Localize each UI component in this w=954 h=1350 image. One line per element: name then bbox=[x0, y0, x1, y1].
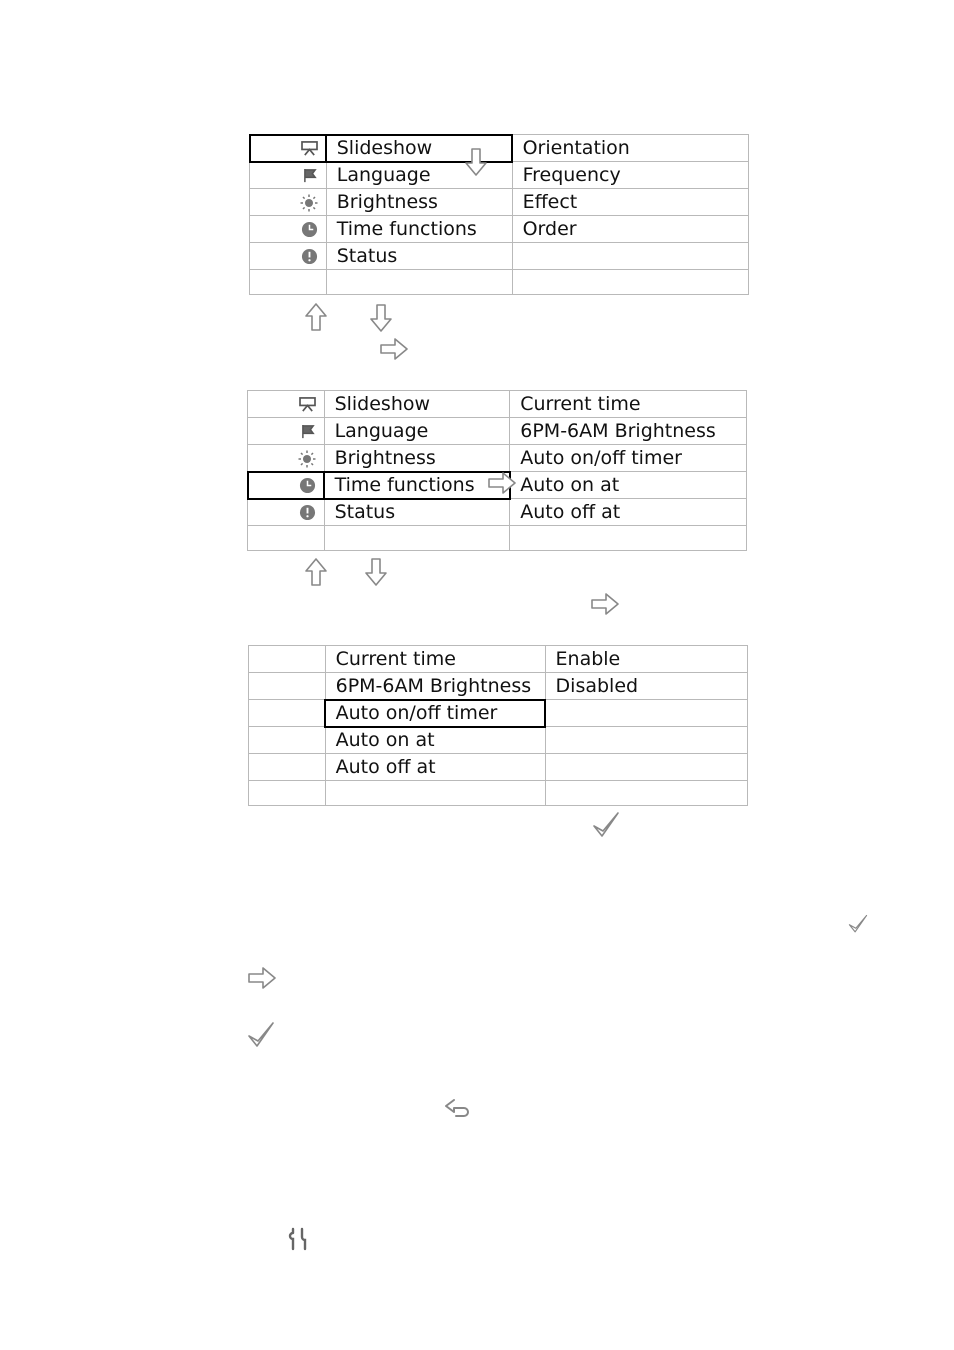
menu-item-auto-on-off-timer[interactable]: Auto on/off timer bbox=[325, 700, 545, 727]
menu-item-time-functions[interactable]: Time functions bbox=[326, 216, 512, 243]
tools-icon bbox=[288, 1227, 310, 1251]
menu-item-slideshow[interactable]: Slideshow bbox=[326, 135, 512, 162]
flag-icon bbox=[301, 424, 316, 439]
brightness-icon bbox=[298, 450, 316, 468]
info-icon bbox=[299, 504, 316, 521]
submenu-item-current-time[interactable]: Current time bbox=[510, 391, 747, 418]
submenu-item-6pm-6am-brightness[interactable]: 6PM-6AM Brightness bbox=[510, 418, 747, 445]
submenu-item-frequency[interactable]: Frequency bbox=[512, 162, 748, 189]
menu-item-brightness[interactable]: Brightness bbox=[324, 445, 510, 472]
submenu-item-orientation[interactable]: Orientation bbox=[512, 135, 748, 162]
menu-item-auto-on-at[interactable]: Auto on at bbox=[325, 727, 545, 754]
up-arrow-icon[interactable] bbox=[304, 557, 328, 587]
menu-item-language[interactable]: Language bbox=[326, 162, 512, 189]
submenu-item-effect[interactable]: Effect bbox=[512, 189, 748, 216]
slideshow-icon bbox=[299, 397, 316, 412]
up-arrow-icon[interactable] bbox=[304, 302, 328, 332]
menu-item-language[interactable]: Language bbox=[324, 418, 510, 445]
menu-item-status[interactable]: Status bbox=[324, 499, 510, 526]
menu-icon-cell bbox=[250, 135, 327, 162]
slideshow-icon bbox=[301, 141, 318, 156]
menu-item-brightness[interactable]: Brightness bbox=[326, 189, 512, 216]
info-icon bbox=[301, 248, 318, 265]
menu-item-6pm-6am-brightness[interactable]: 6PM-6AM Brightness bbox=[325, 673, 545, 700]
check-icon[interactable] bbox=[592, 810, 620, 840]
right-arrow-icon bbox=[247, 966, 277, 990]
check-icon bbox=[848, 912, 868, 936]
submenu-item-auto-off-at[interactable]: Auto off at bbox=[510, 499, 747, 526]
menu-item-current-time[interactable]: Current time bbox=[325, 646, 545, 673]
clock-icon bbox=[301, 221, 318, 238]
right-arrow-icon bbox=[487, 471, 517, 495]
submenu-item-auto-on-at[interactable]: Auto on at bbox=[510, 472, 747, 499]
menu-item-auto-off-at[interactable]: Auto off at bbox=[325, 754, 545, 781]
check-icon bbox=[247, 1020, 275, 1050]
down-arrow-icon[interactable] bbox=[369, 303, 393, 333]
right-arrow-icon[interactable] bbox=[379, 337, 409, 361]
clock-icon bbox=[299, 477, 316, 494]
submenu-item-order[interactable]: Order bbox=[512, 216, 748, 243]
menu-table-1 bbox=[249, 134, 749, 295]
menu-item-slideshow[interactable]: Slideshow bbox=[324, 391, 510, 418]
option-disabled[interactable]: Disabled bbox=[545, 673, 747, 700]
down-arrow-icon[interactable] bbox=[364, 557, 388, 587]
option-enable[interactable]: Enable bbox=[545, 646, 747, 673]
back-icon bbox=[444, 1097, 474, 1119]
right-arrow-icon[interactable] bbox=[590, 592, 620, 616]
down-arrow-icon bbox=[464, 146, 488, 178]
menu-item-status[interactable]: Status bbox=[326, 243, 512, 270]
brightness-icon bbox=[300, 194, 318, 212]
menu-table-3 bbox=[248, 645, 748, 806]
menu-item-time-functions[interactable]: Time functions bbox=[324, 472, 510, 499]
flag-icon bbox=[303, 168, 318, 183]
submenu-item-auto-on-off-timer[interactable]: Auto on/off timer bbox=[510, 445, 747, 472]
